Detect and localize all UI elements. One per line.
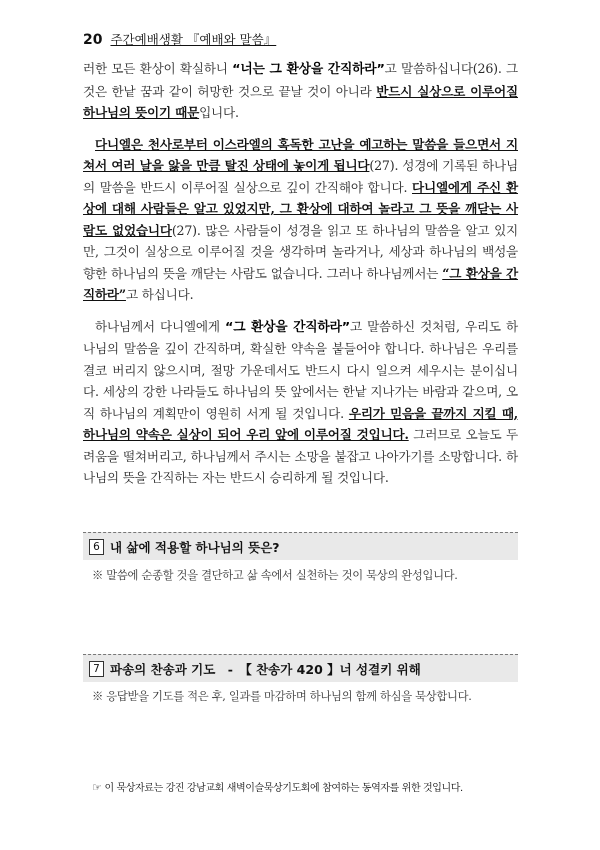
paragraph-1-text-2: 고 말씀하십니다(26). 그것은 한낱 꿈과 같이 허망한 것으로 끝날 것이 아니라 [83, 61, 519, 99]
emphasis-text: 다니엘은 천사로부터 이스라엘의 혹독한 고난을 예고하는 말씀을 들으면서 지쳐서 여러 날을 앓을 만큼 탈진 상태에 놓이게 됩니다 [83, 136, 518, 173]
paragraph-1-text-1: 러한 모든 환상이 확실하니 [83, 61, 233, 76]
paragraph-3-text-3: 그러므로 오늘도 두려움을 떨쳐버리고, 하나님께서 주시는 소망을 붙잡고 나아가기를 소망합니다. 하나님의 뜻을 간직하는 자는 반드시 승리하게 될 것입니다. [83, 427, 518, 485]
paragraph-2-text-1: (27). 성경에 기록된 하나님의 말씀을 반드시 이루어질 실상으로 깊이 간직해야 합니다. [83, 158, 518, 195]
paragraph-2-text-3: 고 하십니다. [125, 287, 194, 302]
section-6-heading [83, 532, 518, 560]
section-number: 6 [89, 539, 104, 555]
paragraph-1 [83, 58, 518, 124]
paragraph-3-text-2: 고 말씀하신 것처럼, 우리도 하나님의 말씀을 깊이 간직하며, 확실한 약속을 붙들어야 합니다. 하나님은 우리를 결코 버리지 않으시며, 절망 가운데서도 반드시 다시 일으켜 세우시는 분이십니다. 세상의 강한 나라들도 하나님의 뜻 앞에서는 한낱 지나가는 바람과 같으며, 오직 하나님의 계획만이 영원히 서게 될 것입니다. [83, 318, 519, 421]
section-number: 7 [89, 661, 104, 677]
paragraph-2 [83, 134, 518, 306]
section-title: 내 삶에 적용할 하나님의 뜻은? [110, 539, 280, 555]
footer-text: 이 묵상자료는 강진 강남교회 새벽이슬묵상기도회에 참여하는 동역자를 위한 것입니다. [104, 783, 463, 794]
emphasis-text: 반드시 실상으로 이루어질 하나님의 뜻이기 때문 [83, 83, 518, 120]
quote-keep-vision: “그 환상을 간직하라” [83, 265, 518, 302]
footer-note [92, 779, 463, 794]
paragraph-1-text-3: 입니다. [199, 105, 239, 120]
paragraph-2-text-2: (27). 많은 사람들이 성경을 읽고 또 하나님의 말씀을 알고 있지만, 그것이 실상으로 이루어질 것을 생각하며 놀라거나, 세상과 하나님의 백성을 향한 하나님의 뜻을 깨닫는 사람도 없습니다. 그러나 하나님께서는 [83, 222, 518, 281]
section-title: 파송의 찬송과 기도 - 【 찬송가 420 】너 성결키 위해 [110, 661, 421, 677]
section-7-heading [83, 654, 518, 682]
section-7-note: ※ 응답받을 기도를 적은 후, 일과를 마감하며 하나님의 함께 하심을 묵상합니다. [92, 690, 472, 703]
page-number: 20 [83, 32, 103, 48]
book-title: 주간예배생활 『예배와 말씀』 [110, 32, 277, 47]
quote-keep-vision: “그 환상을 간직하라” [225, 319, 350, 335]
page-header [83, 30, 276, 48]
emphasis-text: 다니엘에게 주신 환상에 대해 사람들은 알고 있었지만, 그 환상에 대하여 놀라고 그 뜻을 깨닫는 사람도 없었습니다 [83, 179, 519, 238]
body-text [83, 58, 518, 489]
section-6-note: ※ 말씀에 순종할 것을 결단하고 삶 속에서 실천하는 것이 묵상의 완성입니다. [92, 569, 458, 582]
quote-keep-vision: “너는 그 환상을 간직하라” [232, 62, 385, 77]
pointing-hand-icon: ☞ [92, 781, 102, 794]
paragraph-3-text-1: 하나님께서 다니엘에게 [95, 318, 225, 334]
emphasis-text: 우리가 믿음을 끝까지 지킬 때, 하나님의 약속은 실상이 되어 우리 앞에 이루어질 것입니다. [83, 405, 518, 442]
paragraph-3 [83, 316, 518, 489]
